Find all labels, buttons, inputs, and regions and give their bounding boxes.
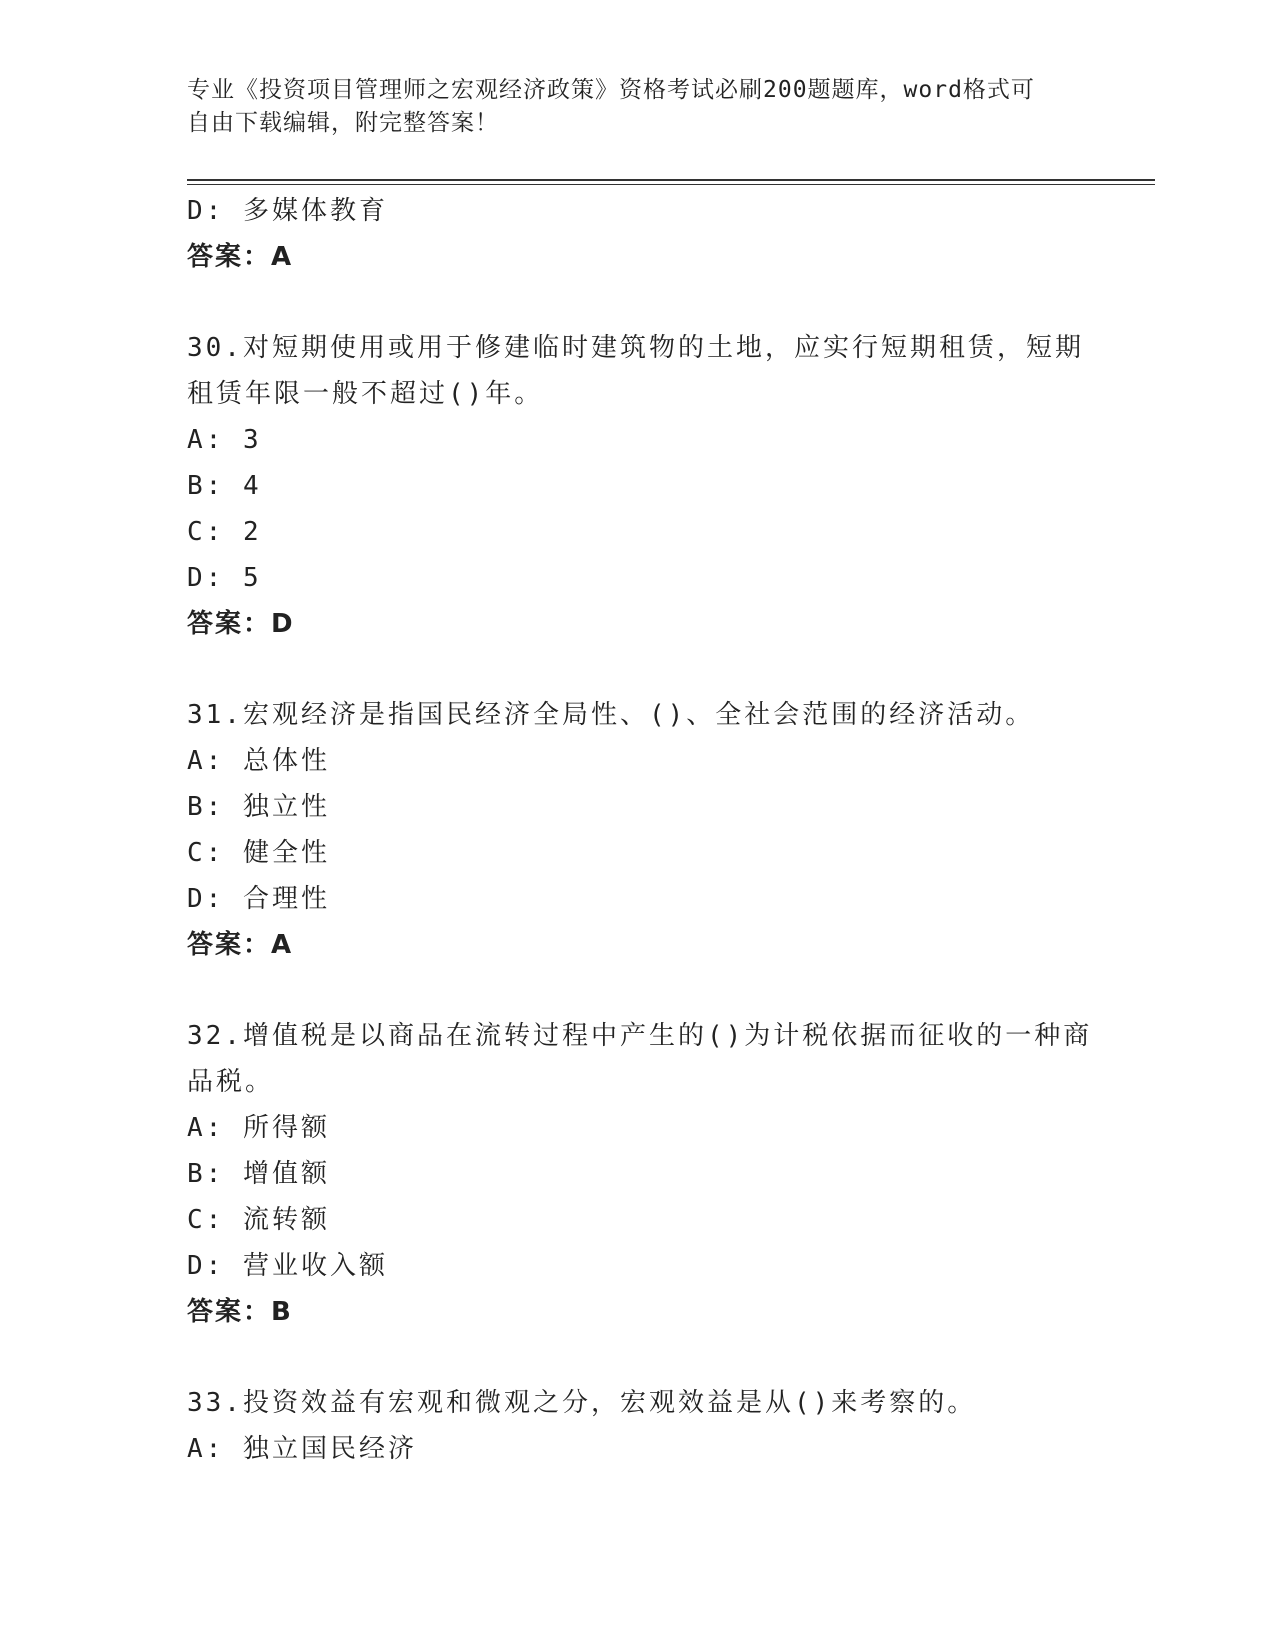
question-block	[187, 1380, 1087, 1472]
header-line-1: 专业《投资项目管理师之宏观经济政策》资格考试必刷200题题库，word格式可	[187, 77, 1035, 103]
option-b: B: 独立性	[187, 792, 330, 822]
answer-line: 答案：B	[187, 1297, 293, 1327]
option-d: D: 合理性	[187, 884, 330, 914]
document-header	[187, 74, 1067, 140]
question-text: 租赁年限一般不超过()年。	[187, 379, 544, 409]
question-text: 32.增值税是以商品在流转过程中产生的()为计税依据而征收的一种商	[187, 1021, 1093, 1051]
option-c: C: 2	[187, 517, 262, 547]
question-block	[187, 1013, 1093, 1335]
option-b: B: 4	[187, 471, 262, 501]
option-a: A: 独立国民经济	[187, 1434, 417, 1464]
option-d: D: 营业收入额	[187, 1251, 388, 1281]
answer-line: 答案：D	[187, 609, 295, 639]
option-a: A: 所得额	[187, 1113, 330, 1143]
option-c: C: 健全性	[187, 838, 330, 868]
question-text: 31.宏观经济是指国民经济全局性、()、全社会范围的经济活动。	[187, 700, 1035, 730]
header-divider-thin	[187, 184, 1155, 185]
option-d: D: 多媒体教育	[187, 196, 388, 226]
option-a: A: 总体性	[187, 746, 330, 776]
question-block	[187, 325, 1087, 647]
option-b: B: 增值额	[187, 1159, 330, 1189]
answer-line: 答案：A	[187, 242, 294, 272]
question-text: 品税。	[187, 1067, 275, 1097]
header-line-2: 自由下载编辑，附完整答案！	[187, 110, 499, 136]
option-c: C: 流转额	[187, 1205, 330, 1235]
option-a: A: 3	[187, 425, 262, 455]
answer-line: 答案：A	[187, 930, 294, 960]
question-list	[187, 188, 1093, 1472]
header-divider-thick	[187, 179, 1155, 181]
question-block	[187, 692, 1087, 968]
question-text: 33.投资效益有宏观和微观之分，宏观效益是从()来考察的。	[187, 1388, 977, 1418]
question-text: 30.对短期使用或用于修建临时建筑物的土地，应实行短期租赁，短期	[187, 333, 1084, 363]
option-d: D: 5	[187, 563, 262, 593]
